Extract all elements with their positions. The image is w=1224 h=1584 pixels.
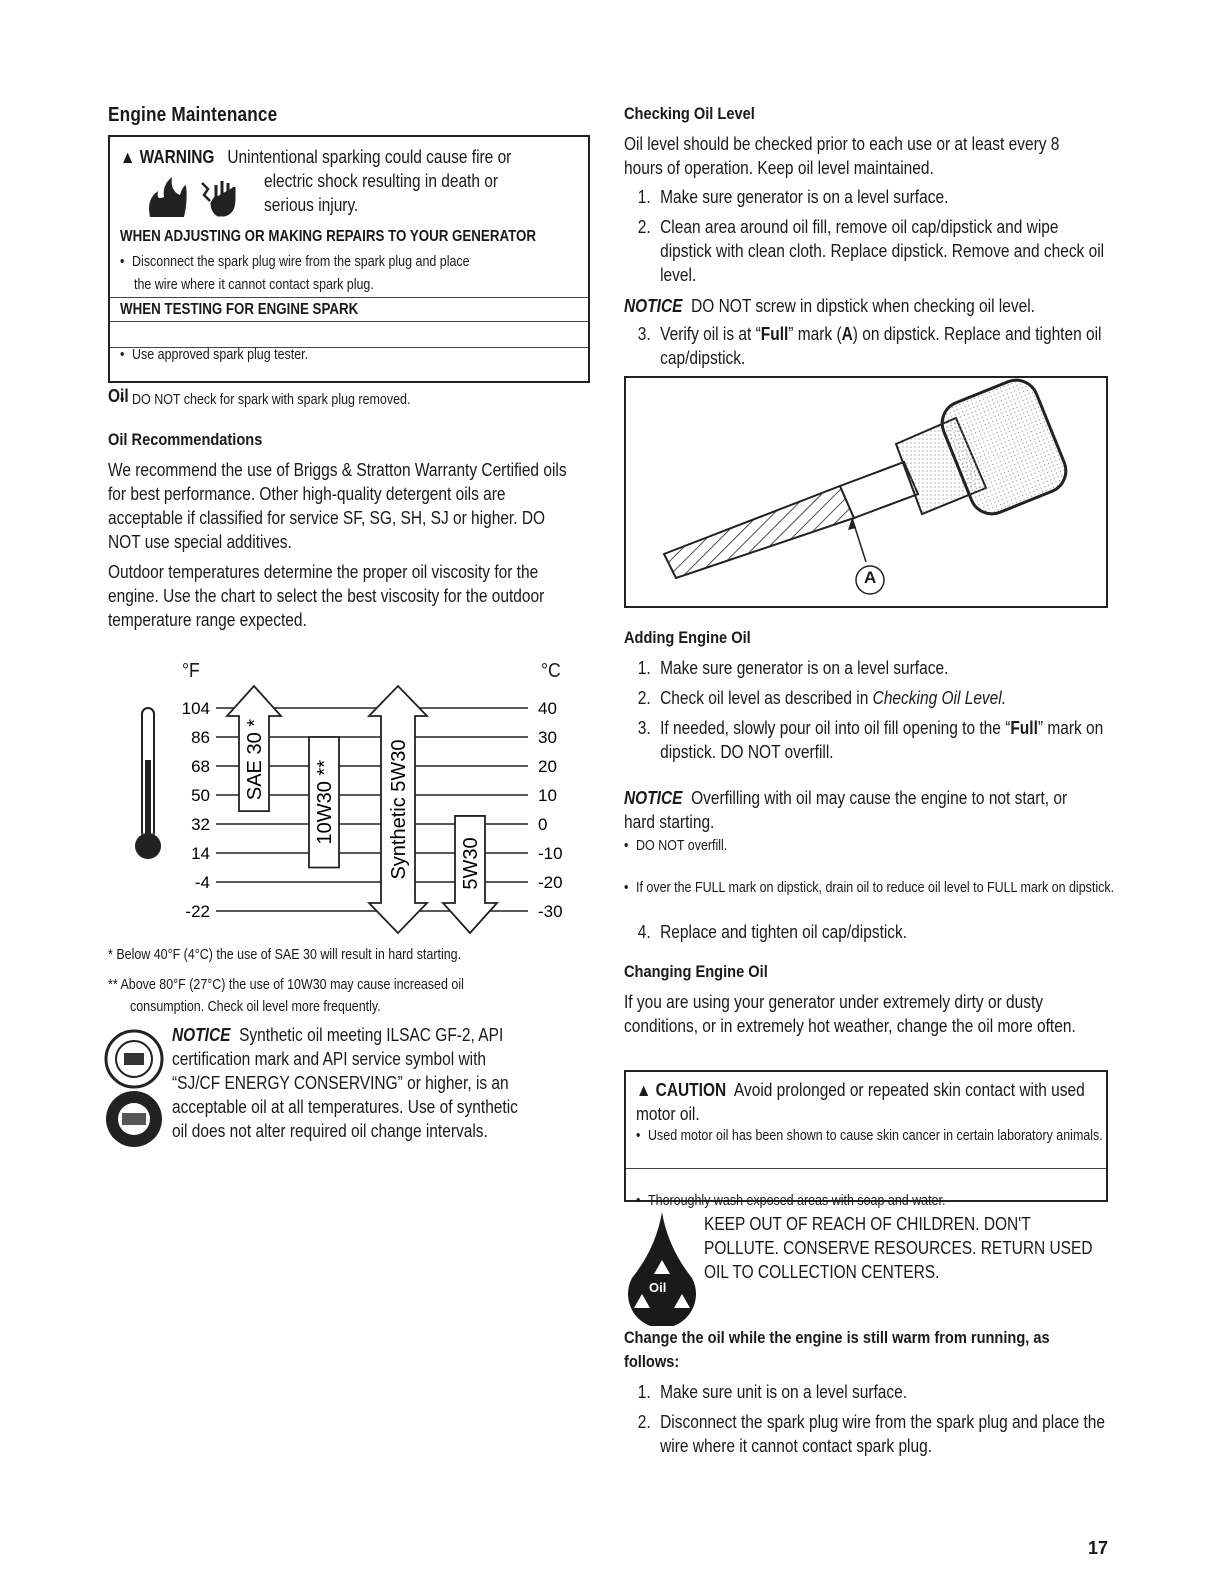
caution-text: Avoid prolonged or repeated skin contact with used motor oil. bbox=[636, 1080, 1085, 1124]
celsius-tick: -30 bbox=[538, 902, 563, 921]
warning-label: WARNING bbox=[139, 147, 215, 167]
celsius-tick: -10 bbox=[538, 844, 563, 863]
viscosity-band bbox=[369, 686, 427, 933]
callout-A: A bbox=[864, 568, 877, 587]
celsius-tick: 20 bbox=[538, 757, 557, 776]
notice-label-left: NOTICE bbox=[172, 1025, 231, 1045]
adding-steps bbox=[624, 656, 1106, 770]
viscosity-label: 10W30 ** bbox=[314, 760, 336, 845]
notice-label-1: NOTICE bbox=[624, 296, 683, 316]
changing-oil-title: Changing Engine Oil bbox=[624, 962, 768, 981]
warning-bullet1-line2: the wire where it cannot contact spark plug. bbox=[134, 277, 374, 293]
check-step-1: 1. Make sure generator is on a level surface. bbox=[637, 187, 949, 207]
viscosity-paragraph: Outdoor temperatures determine the proper oil viscosity for the engine. Use the chart to select the best viscosity for the outdoor temperature range expected. bbox=[108, 562, 545, 630]
section-title: Engine Maintenance bbox=[108, 104, 278, 126]
oil-title: Oil bbox=[108, 386, 129, 406]
changing-oil-paragraph: If you are using your generator under extremely dirty or dusty conditions, or in extremely hot weather, change the oil more often. bbox=[624, 992, 1076, 1036]
notice-text-left-4: acceptable oil at all temperatures. Use of synthetic bbox=[172, 1097, 518, 1117]
checking-oil-title: Checking Oil Level bbox=[624, 104, 755, 123]
viscosity-chart bbox=[130, 650, 580, 940]
warning-triangle-icon: ▲ bbox=[120, 147, 136, 167]
warning-text-line2: electric shock resulting in death or bbox=[264, 171, 499, 191]
oil-recommendations-title: Oil Recommendations bbox=[108, 430, 263, 449]
add-step-4: 4. Replace and tighten oil cap/dipstick. bbox=[637, 922, 908, 942]
add-step-3: 3. If needed, slowly pour oil into oil fill opening to the “Full” mark on dipstick. DO NOT overfill. bbox=[637, 718, 1104, 762]
check-step-2: 2. Clean area around oil fill, remove oil cap/dipstick and wipe dipstick with clean cloth. Replace dipstick. Remove and check oil level. bbox=[637, 217, 1105, 285]
caution-label: CAUTION bbox=[655, 1080, 727, 1100]
celsius-unit: °C bbox=[541, 660, 561, 682]
fahrenheit-tick: -22 bbox=[185, 902, 210, 921]
notice-label-2: NOTICE bbox=[624, 788, 683, 808]
celsius-tick: 30 bbox=[538, 728, 557, 747]
notice-2 bbox=[624, 786, 1101, 834]
viscosity-band bbox=[227, 686, 281, 811]
warning-bullet1-line1: • Disconnect the spark plug wire from the spark plug and place bbox=[120, 252, 531, 272]
oil-icon-label: Oil bbox=[649, 1280, 667, 1295]
oil-rec-paragraph: We recommend the use of Briggs & Stratton Warranty Certified oils for best performance. Other high-quality detergent oils are acceptable if classified for service SF, SG, SH, SJ or higher. DO NOT use special additives. bbox=[108, 460, 567, 552]
viscosity-band bbox=[309, 737, 339, 868]
celsius-tick: 0 bbox=[538, 815, 548, 834]
overfill-bullet-b: • If over the FULL mark on dipstick, drain oil to reduce oil level to FULL mark on dipstick. bbox=[624, 878, 1118, 898]
celsius-tick: 10 bbox=[538, 786, 557, 805]
dipstick-figure bbox=[624, 376, 1108, 608]
footnote-2-line1: ** Above 80°F (27°C) the use of 10W30 may cause increased oil bbox=[108, 977, 464, 993]
warning-text-line3: serious injury. bbox=[264, 195, 359, 215]
notice-text-left-5: oil does not alter required oil change intervals. bbox=[172, 1121, 488, 1141]
fire-shock-icon bbox=[140, 173, 250, 219]
warm-oil-heading: Change the oil while the engine is still warm from running, as follows: bbox=[624, 1328, 1050, 1371]
fahrenheit-tick: 14 bbox=[191, 844, 210, 863]
caution-box bbox=[624, 1070, 1108, 1209]
fahrenheit-tick: 86 bbox=[191, 728, 210, 747]
notice-text-left-2: certification mark and API service symbol with bbox=[172, 1049, 487, 1069]
caution-bullet-2: • Thoroughly wash exposed areas with soap and water. bbox=[636, 1191, 1108, 1211]
caution-triangle-icon: ▲ bbox=[636, 1080, 652, 1100]
fahrenheit-tick: -4 bbox=[194, 873, 210, 892]
celsius-tick: -20 bbox=[538, 873, 563, 892]
recycle-text: KEEP OUT OF REACH OF CHILDREN. DON'T POLLUTE. CONSERVE RESOURCES. RETURN USED OIL TO COLLECTION CENTERS. bbox=[704, 1214, 1093, 1282]
fahrenheit-unit: °F bbox=[182, 660, 200, 682]
viscosity-label: 5W30 bbox=[460, 837, 482, 890]
notice-text-2: Overfilling with oil may cause the engine to not start, or hard starting. bbox=[624, 788, 1068, 832]
final-steps bbox=[624, 1380, 1106, 1464]
notice-text-1: DO NOT screw in dipstick when checking oil level. bbox=[691, 296, 1035, 316]
oil-recycle-icon bbox=[622, 1208, 702, 1326]
final-step-2: 2. Disconnect the spark plug wire from the spark plug and place the wire where it cannot contact spark plug. bbox=[637, 1412, 1105, 1456]
add-step-1: 1. Make sure generator is on a level surface. bbox=[637, 658, 949, 678]
warning-text-line1: Unintentional sparking could cause fire or bbox=[227, 147, 512, 167]
footnote-1: * Below 40°F (4°C) the use of SAE 30 will result in hard starting. bbox=[108, 947, 462, 963]
footnote-2-line2: consumption. Check oil level more frequently. bbox=[130, 999, 381, 1015]
viscosity-label: Synthetic 5W30 bbox=[388, 739, 410, 880]
viscosity-band bbox=[443, 816, 497, 933]
notice-text-left-1: Synthetic oil meeting ILSAC GF-2, API bbox=[239, 1025, 504, 1045]
checking-steps bbox=[624, 185, 1106, 293]
warning-heading1: WHEN ADJUSTING OR MAKING REPAIRS TO YOUR GENERATOR bbox=[120, 228, 536, 245]
warning-bullet2: • Use approved spark plug tester. bbox=[120, 345, 531, 365]
final-step-1: 1. Make sure unit is on a level surface. bbox=[637, 1382, 908, 1402]
thermometer-icon bbox=[135, 708, 161, 859]
warning-bullet3: • DO NOT check for spark with spark plug removed. bbox=[120, 390, 531, 410]
viscosity-label: SAE 30 * bbox=[244, 718, 266, 801]
api-seals-icon bbox=[104, 1025, 170, 1165]
checking-oil-paragraph: Oil level should be checked prior to each use or at least every 8 hours of operation. Keep oil level maintained. bbox=[624, 134, 1060, 178]
fahrenheit-tick: 104 bbox=[181, 699, 210, 718]
fahrenheit-tick: 50 bbox=[191, 786, 210, 805]
add-step-2: 2. Check oil level as described in Checking Oil Level. bbox=[637, 688, 1007, 708]
fahrenheit-tick: 68 bbox=[191, 757, 210, 776]
celsius-tick: 40 bbox=[538, 699, 557, 718]
notice-text-left-3: “SJ/CF ENERGY CONSERVING” or higher, is an bbox=[172, 1073, 509, 1093]
overfill-bullet-a: • DO NOT overfill. bbox=[624, 836, 1224, 856]
caution-bullet-1: • Used motor oil has been shown to cause skin cancer in certain laboratory animals. bbox=[636, 1126, 1108, 1146]
adding-oil-title: Adding Engine Oil bbox=[624, 628, 751, 647]
page-number: 17 bbox=[1088, 1538, 1109, 1558]
warning-heading2: WHEN TESTING FOR ENGINE SPARK bbox=[120, 301, 359, 318]
check-step-3: 3. Verify oil is at “Full” mark (A) on dipstick. Replace and tighten oil cap/dipstick. bbox=[637, 324, 1102, 368]
fahrenheit-tick: 32 bbox=[191, 815, 210, 834]
